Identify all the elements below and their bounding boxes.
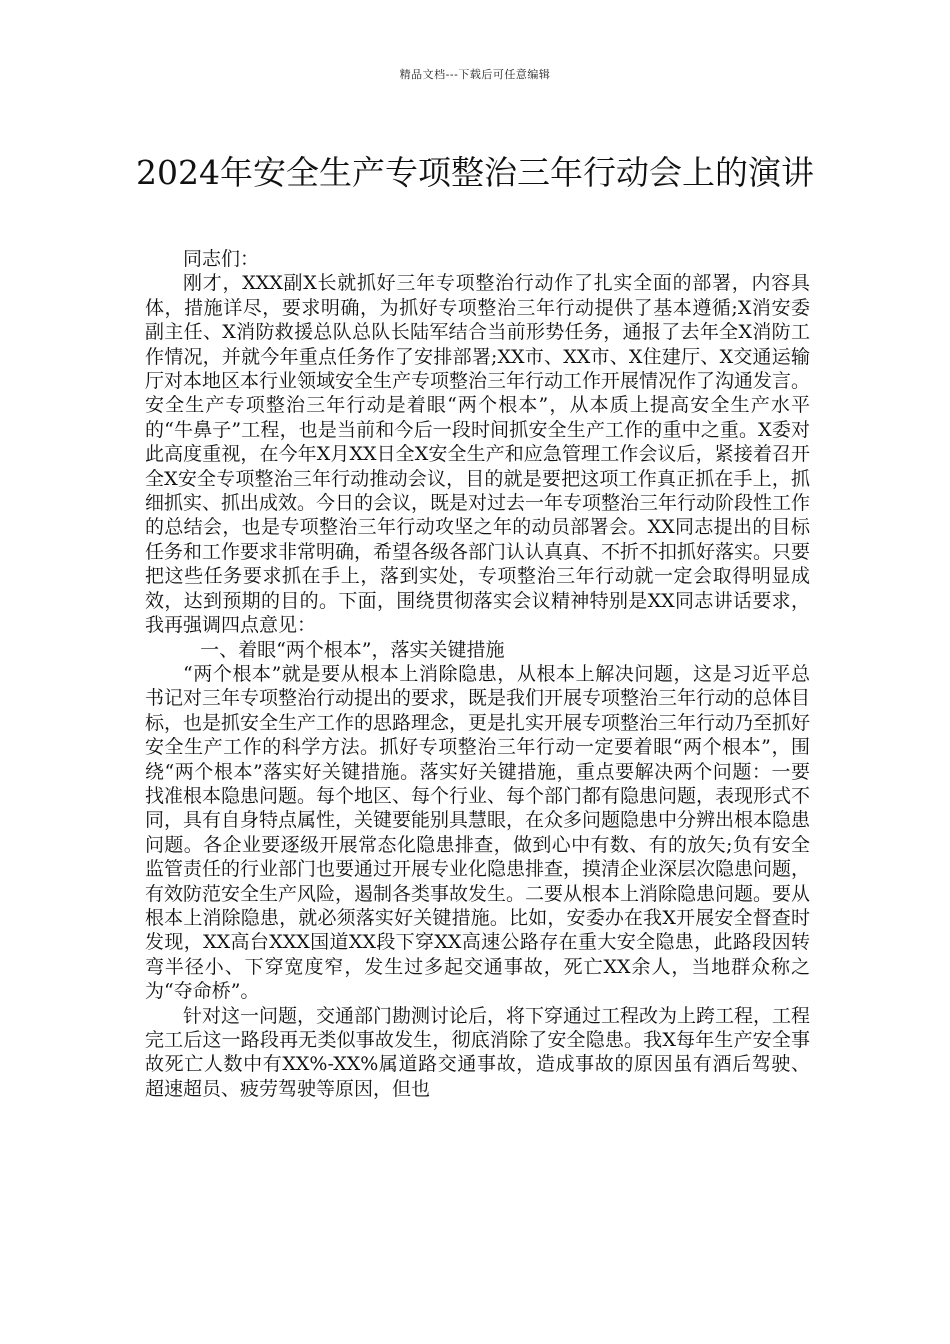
paragraph-two-fundamentals: “两个根本”就是要从根本上消除隐患，从根本上解决问题，这是习近平总书记对三年专项整治行动提出的要求，既是我们开展专项整治三年行动的总体目标，也是抓安全生产工作的思路理念，更是扎实开展专项整治三年行动乃至抓好安全生产工作的科学方法。抓好专项整治三年行动一定要着眼“两个根本”，围绕“两个根本”落实好关键措施。落实好关键措施，重点要解决两个问题：一要找准根本隐患问题。每个地区、每个行业、每个部门都有隐患问题，表现形式不同，具有自身特点属性，关键要能别具慧眼，在众多问题隐患中分辨出根本隐患问题。各企业要逐级开展常态化隐患排查，做到心中有数、有的放矢;负有安全监管责任的行业部门也要通过开展专业化隐患排查，摸清企业深层次隐患问题，有效防范安全生产风险，遏制各类事故发生。二要从根本上消除隐患问题。要从根本上消除隐患，就必须落实好关键措施。比如，安委办在我X开展安全督查时发现，XX高台XXX国道XX段下穿XX高速公路存在重大安全隐患，此路段因转弯半径小、下穿宽度窄，发生过多起交通事故，死亡XX余人，当地群众称之为“夺命桥”。: [145, 662, 811, 1003]
page-header: 精品文档---下载后可任意编辑: [399, 68, 551, 81]
section-heading-1: 一、着眼“两个根本”，落实关键措施: [200, 638, 505, 661]
paragraph-intro: 刚才，XXX副X长就抓好三年专项整治行动作了扎实全面的部署，内容具体，措施详尽，要求明确，为抓好专项整治三年行动提供了基本遵循;X消安委副主任、X消防救援总队总队长陆军结合当前形势任务，通报了去年全X消防工作情况，并就今年重点任务作了安排部署;XX市、XX市、X住建厅、X交通运输厅对本地区本行业领域安全生产专项整治三年行动工作开展情况作了沟通发言。安全生产专项整治三年行动是着眼“两个根本”，从本质上提高安全生产水平的“牛鼻子”工程，也是当前和今后一段时间抓安全生产工作的重中之重。X委对此高度重视，在今年X月XX日全X安全生产和应急管理工作会议后，紧接着召开全X安全专项整治三年行动推动会议，目的就是要把这项工作真正抓在手上，抓细抓实、抓出成效。今日的会议，既是对过去一年专项整治三年行动阶段性工作的总结会，也是专项整治三年行动攻坚之年的动员部署会。XX同志提出的目标任务和工作要求非常明确，希望各级各部门认认真真、不折不扣抓好落实。只要把这些任务要求抓在手上，落到实处，专项整治三年行动就一定会取得明显成效，达到预期的目的。下面，围绕贯彻落实会议精神特别是XX同志讲话要求，我再强调四点意见：: [145, 272, 811, 637]
document-body: [145, 247, 810, 1101]
paragraph-traffic-measures: 针对这一问题，交通部门勘测讨论后，将下穿通过工程改为上跨工程，工程完工后这一路段再无类似事故发生，彻底消除了安全隐患。我X每年生产安全事故死亡人数中有XX%-XX%属道路交通事故，造成事故的原因虽有酒后驾驶、超速超员、疲劳驾驶等原因，但也: [145, 1004, 811, 1100]
salutation: 同志们：: [183, 248, 260, 270]
document-title: 2024年安全生产专项整治三年行动会上的演讲: [136, 153, 814, 193]
